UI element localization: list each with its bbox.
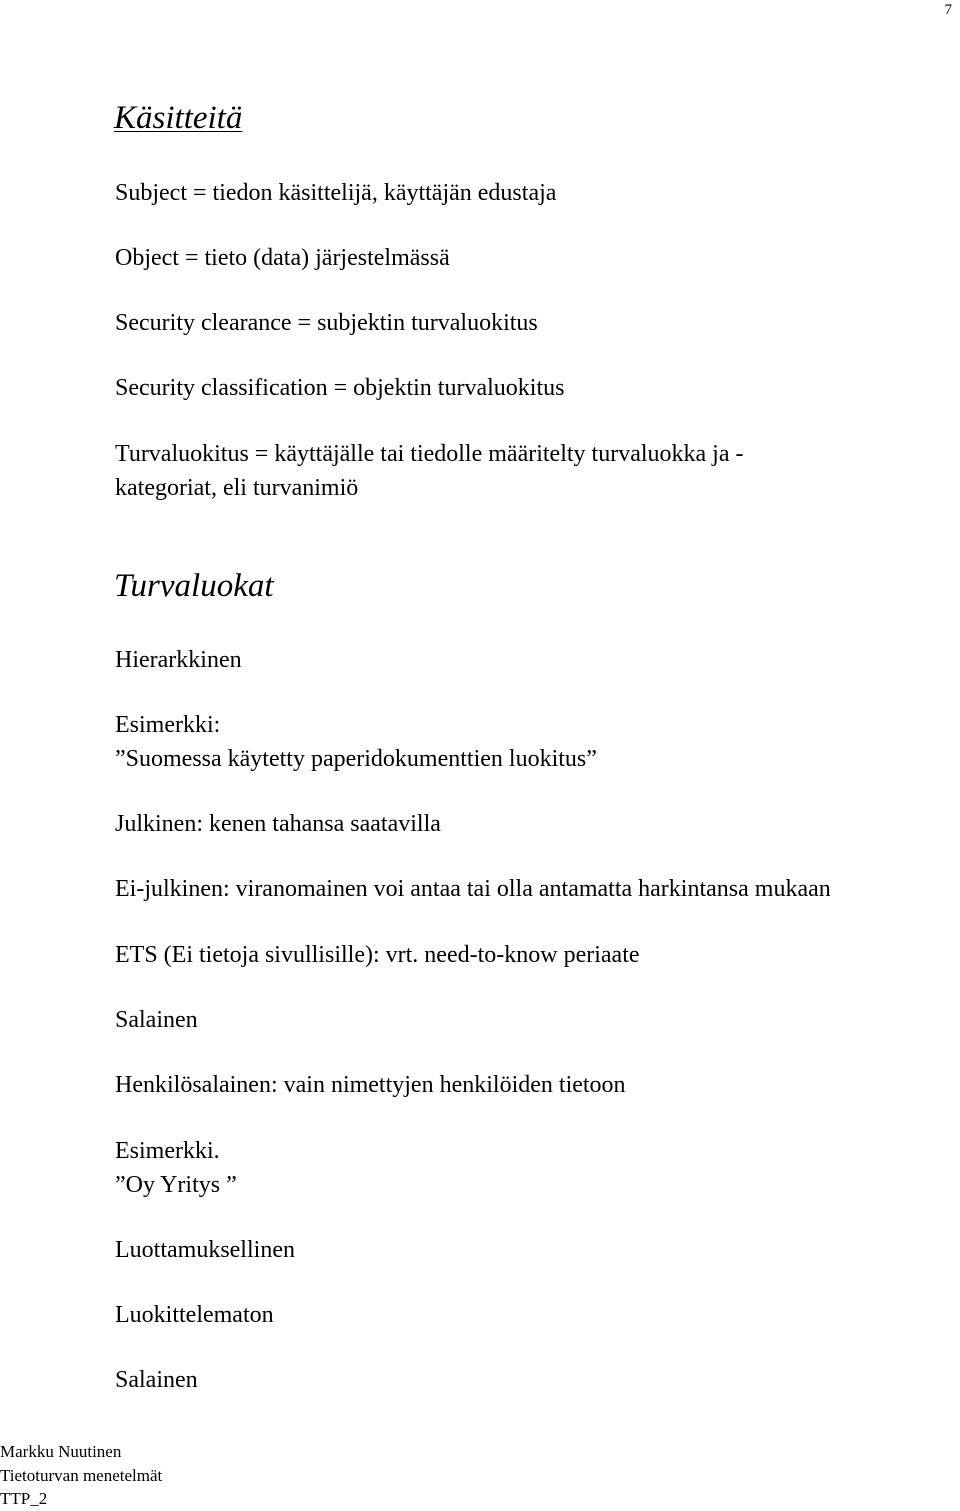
example-title: ”Oy Yritys ” bbox=[115, 1172, 237, 1198]
footer-course: Tietoturvan menetelmät bbox=[0, 1466, 163, 1485]
level-ets: ETS (Ei tietoja sivullisille): vrt. need-to-know periaate bbox=[115, 942, 640, 968]
example-label: Esimerkki: bbox=[115, 712, 221, 738]
level-salainen: Salainen bbox=[115, 1007, 198, 1033]
definition-turvaluokitus: Turvaluokitus = käyttäjälle tai tiedolle määritelty turvaluokka ja - bbox=[115, 441, 744, 467]
example-title: ”Suomessa käytetty paperidokumenttien luokitus” bbox=[115, 746, 597, 772]
level-ei-julkinen: Ei-julkinen: viranomainen voi antaa tai olla antamatta harkintansa mukaan bbox=[115, 876, 831, 902]
company-level-salainen: Salainen bbox=[115, 1367, 198, 1393]
page-number: 7 bbox=[944, 2, 952, 18]
footer-code: TTP_2 bbox=[0, 1489, 48, 1508]
company-level-luottamuksellinen: Luottamuksellinen bbox=[115, 1237, 295, 1263]
definition-security-clearance: Security clearance = subjektin turvaluokitus bbox=[115, 310, 538, 336]
definition-subject: Subject = tiedon käsittelijä, käyttäjän edustaja bbox=[115, 180, 557, 206]
example-label: Esimerkki. bbox=[115, 1138, 220, 1164]
class-hierarkkinen: Hierarkkinen bbox=[115, 647, 242, 673]
definition-turvaluokitus-continued: kategoriat, eli turvanimiö bbox=[115, 475, 359, 501]
company-level-luokittelematon: Luokittelematon bbox=[115, 1302, 274, 1328]
definition-security-classification: Security classification = objektin turvaluokitus bbox=[115, 375, 565, 401]
heading-kasitteita: Käsitteitä bbox=[114, 100, 243, 136]
level-julkinen: Julkinen: kenen tahansa saatavilla bbox=[115, 811, 441, 837]
heading-turvaluokat: Turvaluokat bbox=[114, 568, 274, 604]
definition-object: Object = tieto (data) järjestelmässä bbox=[115, 245, 450, 271]
level-henkilosalainen: Henkilösalainen: vain nimettyjen henkilöiden tietoon bbox=[115, 1072, 626, 1098]
footer-author: Markku Nuutinen bbox=[0, 1442, 122, 1461]
